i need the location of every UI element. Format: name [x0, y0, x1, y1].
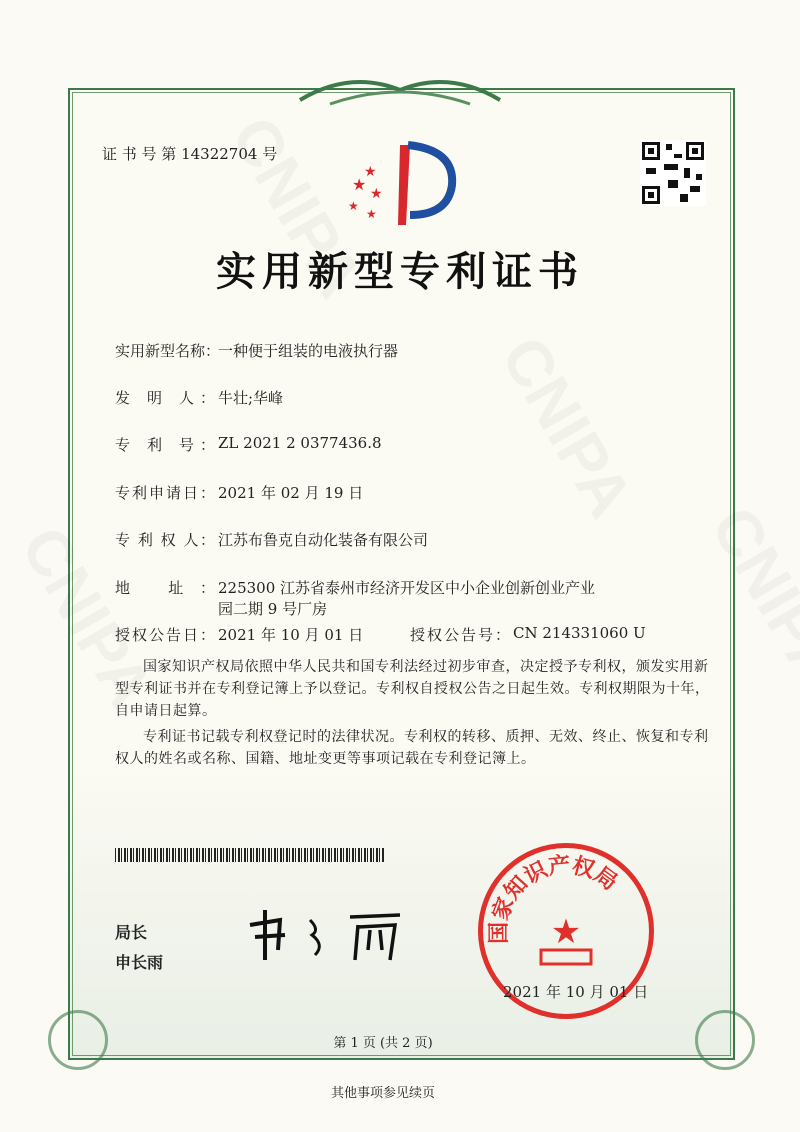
cnipa-logo	[340, 140, 460, 230]
seal-date: 2021 年 10 月 01 日	[503, 983, 649, 1001]
field-value: 2021 年 10 月 01 日	[218, 626, 364, 644]
signatory-title: 局长	[115, 925, 148, 942]
legal-notice: 专利证书记载专利权登记时的法律状况。专利权的转移、质押、无效、终止、恢复和专利权人的姓名或名称、国籍、地址变更等事项记载在专利登记簿上。	[115, 729, 709, 767]
svg-text:★: ★	[550, 912, 582, 952]
seal-text: 国家知识产权局	[485, 851, 623, 944]
field-filing-date	[115, 482, 363, 503]
qr-code	[640, 140, 706, 206]
field-label: 专 利 权 人：	[115, 531, 215, 549]
signatory-name: 申长雨	[115, 955, 164, 972]
field-patentee	[115, 529, 428, 550]
handwritten-signature	[240, 905, 410, 965]
svg-text:★: ★	[366, 207, 377, 221]
grant-statement: 国家知识产权局依照中华人民共和国专利法经过初步审查，决定授予专利权，颁发实用新型专利证书并在专利登记簿上予以登记。专利权自授权公告之日起生效。专利权期限为十年，自申请日起算。	[115, 659, 710, 719]
field-value: 一种便于组装的电液执行器	[218, 342, 399, 360]
address-line-2: 园二期 9 号厂房	[218, 600, 328, 618]
certificate-number: 证 书 号 第 14322704 号	[102, 145, 278, 163]
field-label: 地 址：	[115, 579, 215, 597]
field-grant-date	[115, 624, 363, 645]
field-patent-number	[115, 434, 382, 455]
field-name	[115, 340, 398, 361]
field-value: CN 214331060 U	[513, 624, 646, 642]
svg-text:★: ★	[352, 175, 367, 194]
field-label: 授权公告日：	[115, 626, 215, 644]
barcode	[115, 848, 385, 862]
field-value	[218, 577, 595, 619]
field-label: 实用新型名称：	[115, 342, 221, 360]
svg-text:★: ★	[364, 164, 377, 180]
field-value: 江苏布鲁克自动化装备有限公司	[218, 531, 429, 549]
field-value: ZL 2021 2 0377436.8	[218, 434, 382, 452]
field-label: 专 利 号：	[115, 436, 215, 454]
field-value: 2021 年 02 月 19 日	[218, 484, 364, 502]
field-value: 牛壮;华峰	[218, 389, 284, 407]
page-indicator: 第 1 页 (共 2 页)	[333, 1036, 433, 1051]
field-publication-number	[410, 624, 646, 645]
field-inventor	[115, 387, 283, 408]
field-label: 专利申请日：	[115, 484, 215, 502]
svg-text:★: ★	[370, 186, 383, 202]
field-label: 发 明 人：	[115, 389, 215, 407]
field-address	[115, 577, 595, 619]
address-line-1: 225300 江苏省泰州市经济开发区中小企业创新创业产业	[218, 579, 596, 597]
top-ornament	[290, 70, 510, 110]
svg-text:★: ★	[348, 199, 359, 213]
continued-note: 其他事项参见续页	[330, 1086, 435, 1101]
field-label: 授权公告号：	[410, 626, 510, 644]
certificate-title: 实用新型专利证书	[216, 248, 584, 295]
